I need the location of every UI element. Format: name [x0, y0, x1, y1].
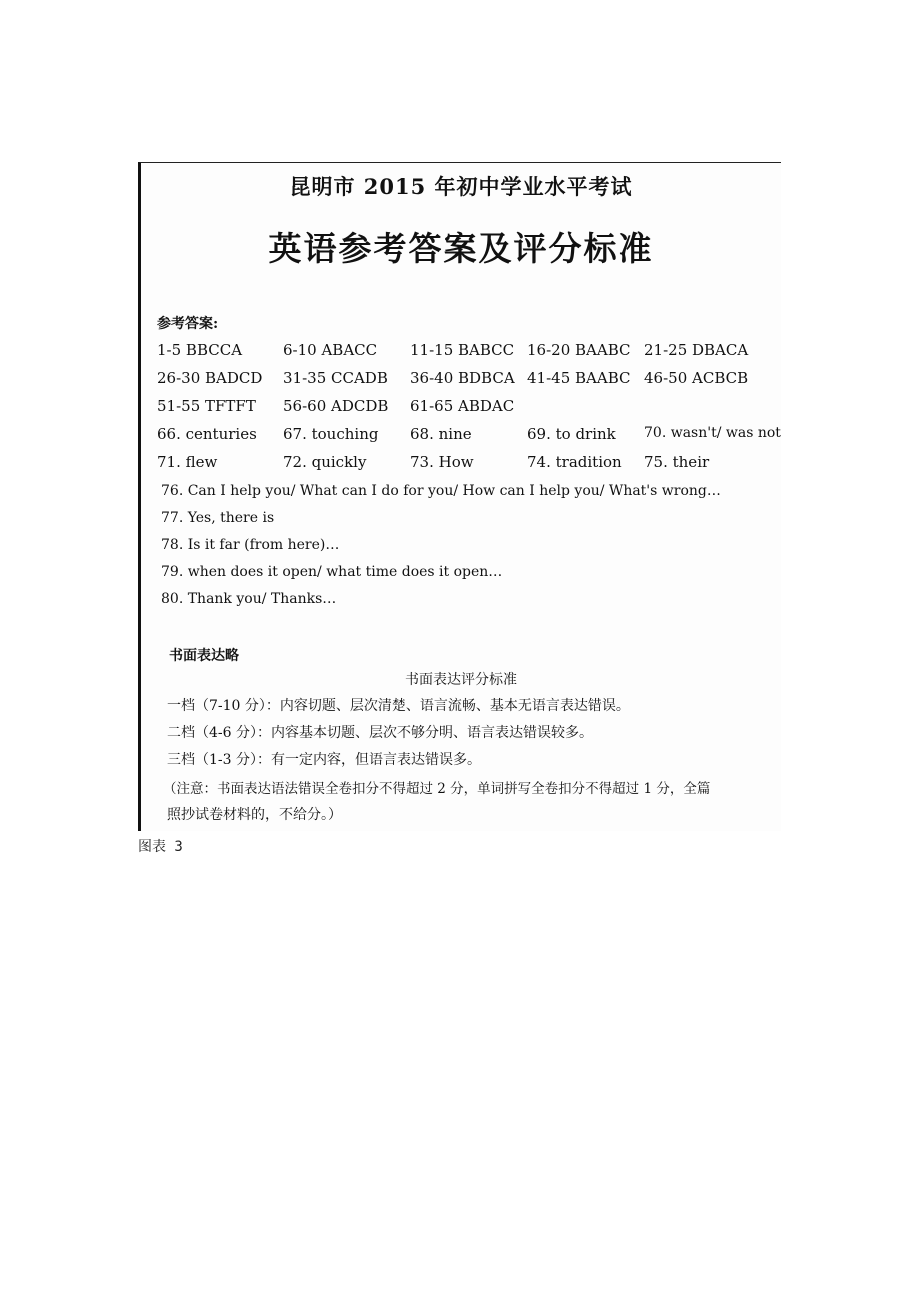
answer-cell: 67. touching — [283, 425, 379, 443]
grade-2-criteria: 二档（4-6 分）：内容基本切题、层次不够分明、语言表达错误较多。 — [167, 725, 593, 741]
grading-note-line-1: （注意：书面表达语法错误全卷扣分不得超过 2 分，单词拼写全卷扣分不得超过 1 分，全篇 — [163, 781, 711, 797]
dialogue-answer: 79. when does it open/ what time does it open… — [161, 564, 503, 580]
answer-cell: 51-55 TFTFT — [157, 397, 256, 415]
grade-3-criteria: 三档（1-3 分）：有一定内容，但语言表达错误多。 — [167, 752, 481, 768]
answer-cell: 21-25 DBACA — [644, 341, 749, 359]
writing-standard-title: 书面表达评分标准 — [405, 672, 517, 688]
answer-cell: 16-20 BAABC — [527, 341, 631, 359]
answer-cell: 31-35 CCADB — [283, 369, 388, 387]
figure-caption: 图表 3 — [138, 839, 183, 855]
scanned-answer-sheet — [138, 162, 781, 831]
answer-cell: 73. How — [410, 453, 474, 471]
exam-title: 昆明市 2015 年初中学业水平考试 — [289, 174, 633, 199]
writing-omitted-label: 书面表达略 — [169, 648, 239, 664]
answer-cell: 6-10 ABACC — [283, 341, 378, 359]
answer-cell: 71. flew — [157, 453, 218, 471]
dialogue-answer: 76. Can I help you/ What can I do for you/ How can I help you/ What's wrong… — [161, 483, 721, 499]
answer-cell: 72. quickly — [283, 453, 367, 471]
answer-key-title: 英语参考答案及评分标准 — [268, 229, 654, 268]
answer-cell: 75. their — [644, 453, 710, 471]
grade-1-criteria: 一档（7-10 分）：内容切题、层次清楚、语言流畅、基本无语言表达错误。 — [167, 698, 630, 714]
answer-cell: 70. wasn't/ was not — [644, 425, 781, 441]
dialogue-answer: 77. Yes, there is — [161, 510, 275, 526]
answers-label: 参考答案: — [157, 316, 219, 332]
dialogue-answer: 80. Thank you/ Thanks… — [161, 591, 337, 607]
answer-cell: 1-5 BBCCA — [157, 341, 243, 359]
grading-note-line-2: 照抄试卷材料的，不给分。） — [167, 807, 342, 823]
answer-cell: 36-40 BDBCA — [410, 369, 515, 387]
answer-cell: 74. tradition — [527, 453, 622, 471]
answer-cell: 11-15 BABCC — [410, 341, 515, 359]
answer-cell: 69. to drink — [527, 425, 616, 443]
answer-cell: 46-50 ACBCB — [644, 369, 749, 387]
answer-cell: 68. nine — [410, 425, 472, 443]
answer-cell: 66. centuries — [157, 425, 257, 443]
answer-cell: 61-65 ABDAC — [410, 397, 515, 415]
answer-cell: 26-30 BADCD — [157, 369, 263, 387]
dialogue-answer: 78. Is it far (from here)… — [161, 537, 340, 553]
answer-cell: 41-45 BAABC — [527, 369, 631, 387]
answer-cell: 56-60 ADCDB — [283, 397, 389, 415]
